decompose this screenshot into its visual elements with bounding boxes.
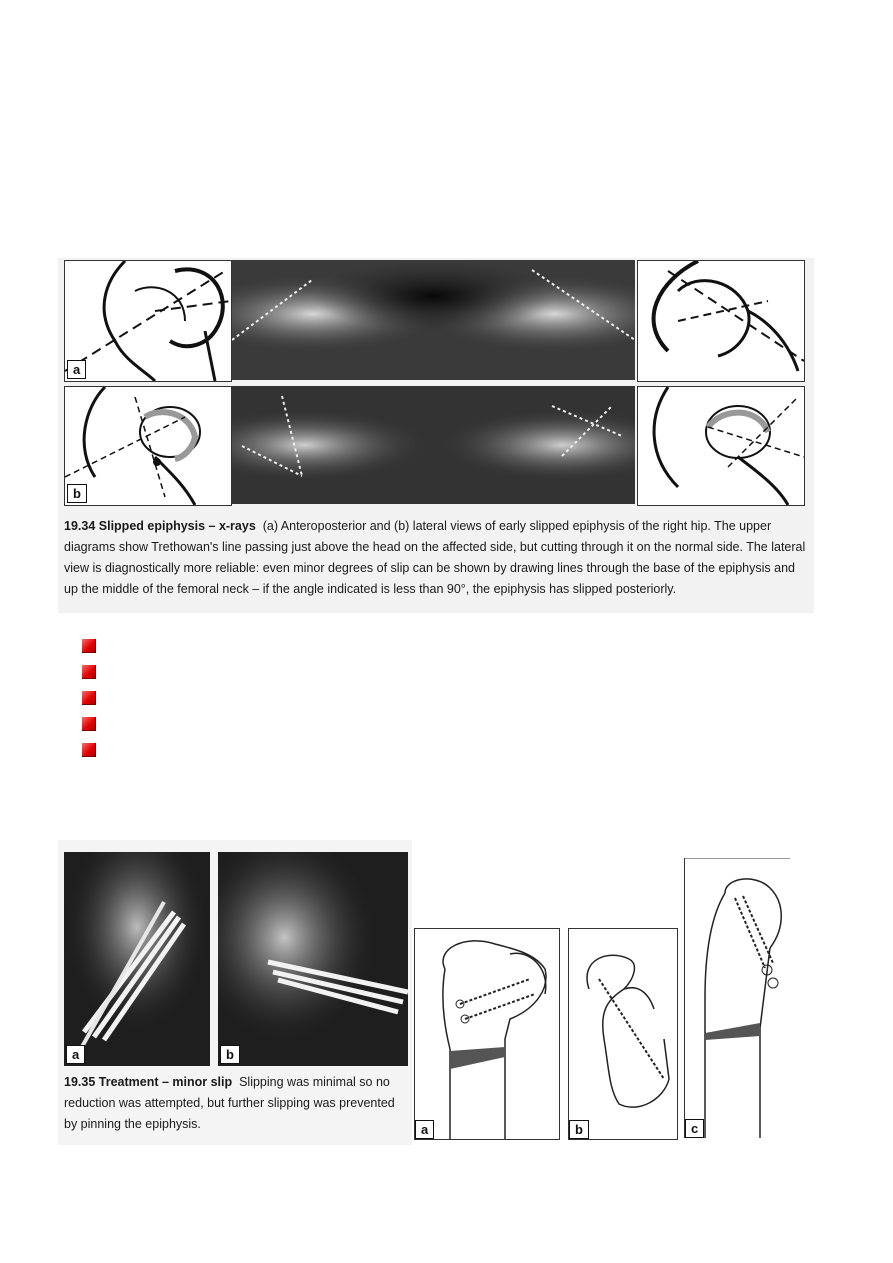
xray-lateral-view [232, 386, 635, 504]
hip-diagram-left-a [65, 261, 231, 381]
bullet-icon [82, 691, 96, 705]
xray-pinned-a-image [64, 852, 210, 1066]
xray-ap-image [232, 260, 635, 380]
xray-pinned-b-image [218, 852, 408, 1066]
bullet-icon [82, 717, 96, 731]
diagram-a-left [64, 260, 232, 382]
figure-19-34 [58, 258, 814, 613]
xray-pinned-b [218, 852, 408, 1066]
femur-diagram-a-image [415, 929, 559, 1139]
figure-19-34-caption [64, 516, 809, 600]
femur-diagram-b-image [569, 929, 677, 1139]
hip-diagram-right-b [638, 387, 804, 505]
panel-label-b: b [569, 1120, 589, 1139]
hip-diagram-right-a [638, 261, 804, 381]
xray-lateral-image [232, 386, 635, 504]
panel-label-b: b [220, 1045, 240, 1064]
figure-title: Treatment – minor slip [98, 1075, 233, 1089]
figure-19-35 [58, 840, 412, 1145]
panel-label-a: a [66, 1045, 85, 1064]
bullet-icon [82, 665, 96, 679]
xray-pinned-a [64, 852, 210, 1066]
panel-label-a: a [415, 1120, 434, 1139]
figure-body: Slipping was minimal so no reduction was attempted, but further slipping was prevented by pinning the epiphysis. [64, 1075, 395, 1131]
diagram-b-right [637, 386, 805, 506]
panel-label-c: c [685, 1119, 704, 1138]
bullet-icon [82, 743, 96, 757]
xray-ap-view [232, 260, 635, 380]
figure-number: 19.34 [64, 519, 96, 533]
hip-diagram-left-b [65, 387, 231, 505]
figure-number: 19.35 [64, 1075, 96, 1089]
panel-label-b: b [67, 484, 87, 503]
bullet-icon [82, 639, 96, 653]
femur-diagram-b [568, 928, 678, 1140]
figure-19-35-caption [64, 1072, 404, 1135]
femur-diagram-a [414, 928, 560, 1140]
femur-diagram-c [684, 858, 795, 1138]
diagram-a-right [637, 260, 805, 382]
panel-label-a: a [67, 360, 86, 379]
diagram-b-left [64, 386, 232, 506]
figure-body: (a) Anteroposterior and (b) lateral views of early slipped epiphysis of the right hip. The upper diagrams show Trethowan's line passing just above the head on the affected side, but cutting through it on the normal side. The lateral view is diagnostically more reliable: even minor degrees of slip can be shown by drawing lines through the base of the epiphysis and up the middle of the femoral neck – if the angle indicated is less than 90°, the epiphysis has slipped posteriorly. [64, 519, 806, 596]
figure-title: Slipped epiphysis – x-rays [98, 519, 256, 533]
femur-diagram-c-image [685, 858, 795, 1138]
